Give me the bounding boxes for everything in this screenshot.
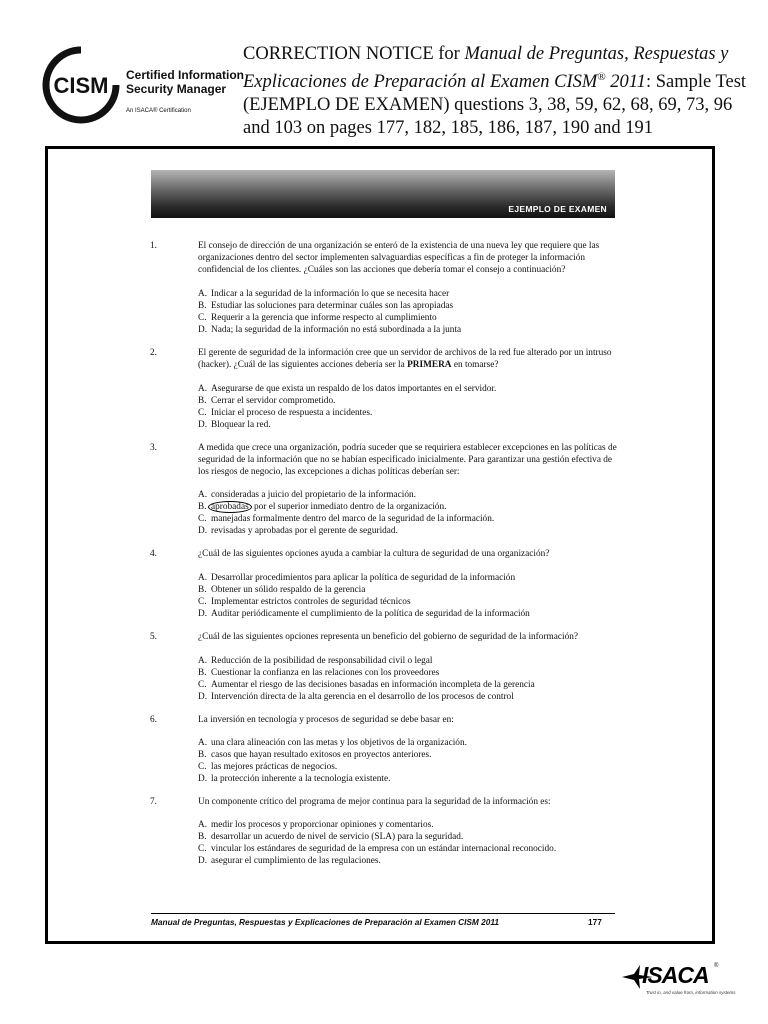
option-a: A. medir los procesos y proporcionar opiniones y comentarios. xyxy=(198,820,434,830)
question-text: ¿Cuál de las siguientes opciones ayuda a cambiar la cultura de seguridad de una organización? xyxy=(198,549,550,559)
option-b: B. Obtener un sólido respaldo de la gerencia xyxy=(198,585,366,595)
question-text: El gerente de seguridad de la información cree que un servidor de archivos de la red fue alterado por un intruso (hacker). ¿Cuál de las siguientes acciones debería ser la PRIMERA en tomarse? xyxy=(198,348,612,370)
question-list xyxy=(48,149,712,941)
option-d: D. revisadas y aprobadas por el gerente de seguridad. xyxy=(198,526,398,536)
notice-prefix: CORRECTION NOTICE for xyxy=(243,44,465,64)
exam-page-frame xyxy=(45,146,715,944)
option-c: C. vincular los estándares de seguridad de la empresa con un estándar internacional reconocido. xyxy=(198,844,557,854)
logo-title-line1: Certified Information xyxy=(126,68,245,82)
notice-manual-title: Manual de Preguntas, Respuestas y Explicaciones de Preparación al Examen CISM xyxy=(243,44,729,93)
option-c: C. las mejores prácticas de negocios. xyxy=(198,762,338,772)
options xyxy=(198,572,638,620)
logo-title-line2: Security Manager xyxy=(126,82,227,96)
emphasis-primera: PRIMERA xyxy=(407,360,452,370)
option-b: B. Cerrar el servidor comprometido. xyxy=(198,396,336,406)
logo-title xyxy=(126,68,244,96)
options xyxy=(198,737,638,785)
options xyxy=(198,489,638,537)
options xyxy=(198,655,638,703)
footer-divider xyxy=(151,913,615,914)
option-d: D. Nada; la seguridad de la información no está subordinada a la junta xyxy=(198,325,462,335)
question-number: 7. xyxy=(150,797,157,807)
option-b: B. Cuestionar la confianza en las relaciones con los proveedores xyxy=(198,668,440,678)
option-d: D. Auditar periódicamente el cumplimiento de la política de seguridad de la información xyxy=(198,609,530,619)
question-number: 5. xyxy=(150,632,157,642)
question-text: La inversión en tecnología y procesos de seguridad se debe basar en: xyxy=(198,715,454,725)
page-number: 177 xyxy=(588,917,602,927)
option-d: D. Bloquear la red. xyxy=(198,420,271,430)
isaca-wordmark: ISACA xyxy=(642,962,709,988)
option-d: D. asegurar el cumplimiento de las regulaciones. xyxy=(198,856,381,866)
isaca-tagline: Trust in, and value from, information systems xyxy=(646,990,736,995)
option-b: B. desarrollar un acuerdo de nivel de servicio (SLA) para la seguridad. xyxy=(198,832,464,842)
option-d: D. Intervención directa de la alta gerencia en el desarrollo de los procesos de control xyxy=(198,692,514,702)
option-b: B. casos que hayan resultado exitosos en proyectos anteriores. xyxy=(198,750,432,760)
option-a: A. una clara alineación con las metas y los objetivos de la organización. xyxy=(198,738,467,748)
option-a: A. Desarrollar procedimientos para aplicar la política de seguridad de la información xyxy=(198,573,516,583)
cism-logo xyxy=(42,46,245,126)
option-b: B. aprobadas por el superior inmediato dentro de la organización. xyxy=(198,502,447,512)
circled-word: aprobadas xyxy=(208,501,252,513)
option-b: B. Estudiar las soluciones para determinar cuáles son las apropiadas xyxy=(198,301,454,311)
question-number: 3. xyxy=(150,443,157,453)
isaca-logo xyxy=(620,960,736,1000)
notice-reg: ® xyxy=(597,71,606,83)
question-text: A medida que crece una organización, podría suceder que se requiriera establecer excepciones en las políticas de seguridad de la información que no se habían especificado inicialmente. Para garantizar una gestión efectiva de los riesgos de negocio, las excepciones a dichas políticas deberían ser: xyxy=(198,443,617,477)
notice-suffix: : Sample Test (EJEMPLO DE EXAMEN) questions 3, 38, 59, 62, 68, 69, 73, 96 and 103 on pages 177, 182, 185, 186, 187, 190 and 191 xyxy=(243,72,747,139)
banner-title: EJEMPLO DE EXAMEN xyxy=(508,204,607,214)
option-a: A. Asegurarse de que exista un respaldo de los datos importantes en el servidor. xyxy=(198,384,497,394)
option-c: C. Aumentar el riesgo de las decisiones basadas en información incompleta de la gerencia xyxy=(198,680,535,690)
question-text: El consejo de dirección de una organización se enteró de la existencia de una nueva ley que requiere que las organizaciones dentro del sector implementen salvaguardias específicas a fin de proteger la información confidencial de los clientes. ¿Cuáles son las acciones que debería tomar el consejo a continuación? xyxy=(198,241,600,275)
question-number: 6. xyxy=(150,715,157,725)
footer-title: Manual de Preguntas, Respuestas y Explicaciones de Preparación al Examen CISM 2011 xyxy=(151,917,499,927)
isaca-reg: ® xyxy=(714,963,719,969)
option-c: C. Implementar estrictos controles de seguridad técnicos xyxy=(198,597,411,607)
option-c: C. manejadas formalmente dentro del marco de la seguridad de la información. xyxy=(198,514,495,524)
cism-mark-text: CISM xyxy=(53,73,109,98)
correction-notice xyxy=(243,43,763,140)
option-d: D. la protección inherente a la tecnología existente. xyxy=(198,774,391,784)
logo-subtitle: An ISACA® Certification xyxy=(126,108,191,114)
question-text: Un componente crítico del programa de mejor continua para la seguridad de la información es: xyxy=(198,797,551,807)
question-number: 4. xyxy=(150,549,157,559)
options xyxy=(198,288,638,336)
notice-year: 2011 xyxy=(605,72,646,93)
options xyxy=(198,819,638,867)
option-a: A. Indicar a la seguridad de la información lo que se necesita hacer xyxy=(198,289,450,299)
question-number: 2. xyxy=(150,348,157,358)
question-number: 1. xyxy=(150,241,157,251)
option-c: C. Requerir a la gerencia que informe respecto al cumplimiento xyxy=(198,313,437,323)
option-c: C. Iniciar el proceso de respuesta a incidentes. xyxy=(198,408,373,418)
cism-ring-icon xyxy=(42,46,120,124)
option-a: A. Reducción de la posibilidad de responsabilidad civil o legal xyxy=(198,656,433,666)
question-text: ¿Cuál de las siguientes opciones representa un beneficio del gobierno de seguridad de la información? xyxy=(198,632,579,642)
option-a: A. consideradas a juicio del propietario de la información. xyxy=(198,490,416,500)
options xyxy=(198,383,638,431)
